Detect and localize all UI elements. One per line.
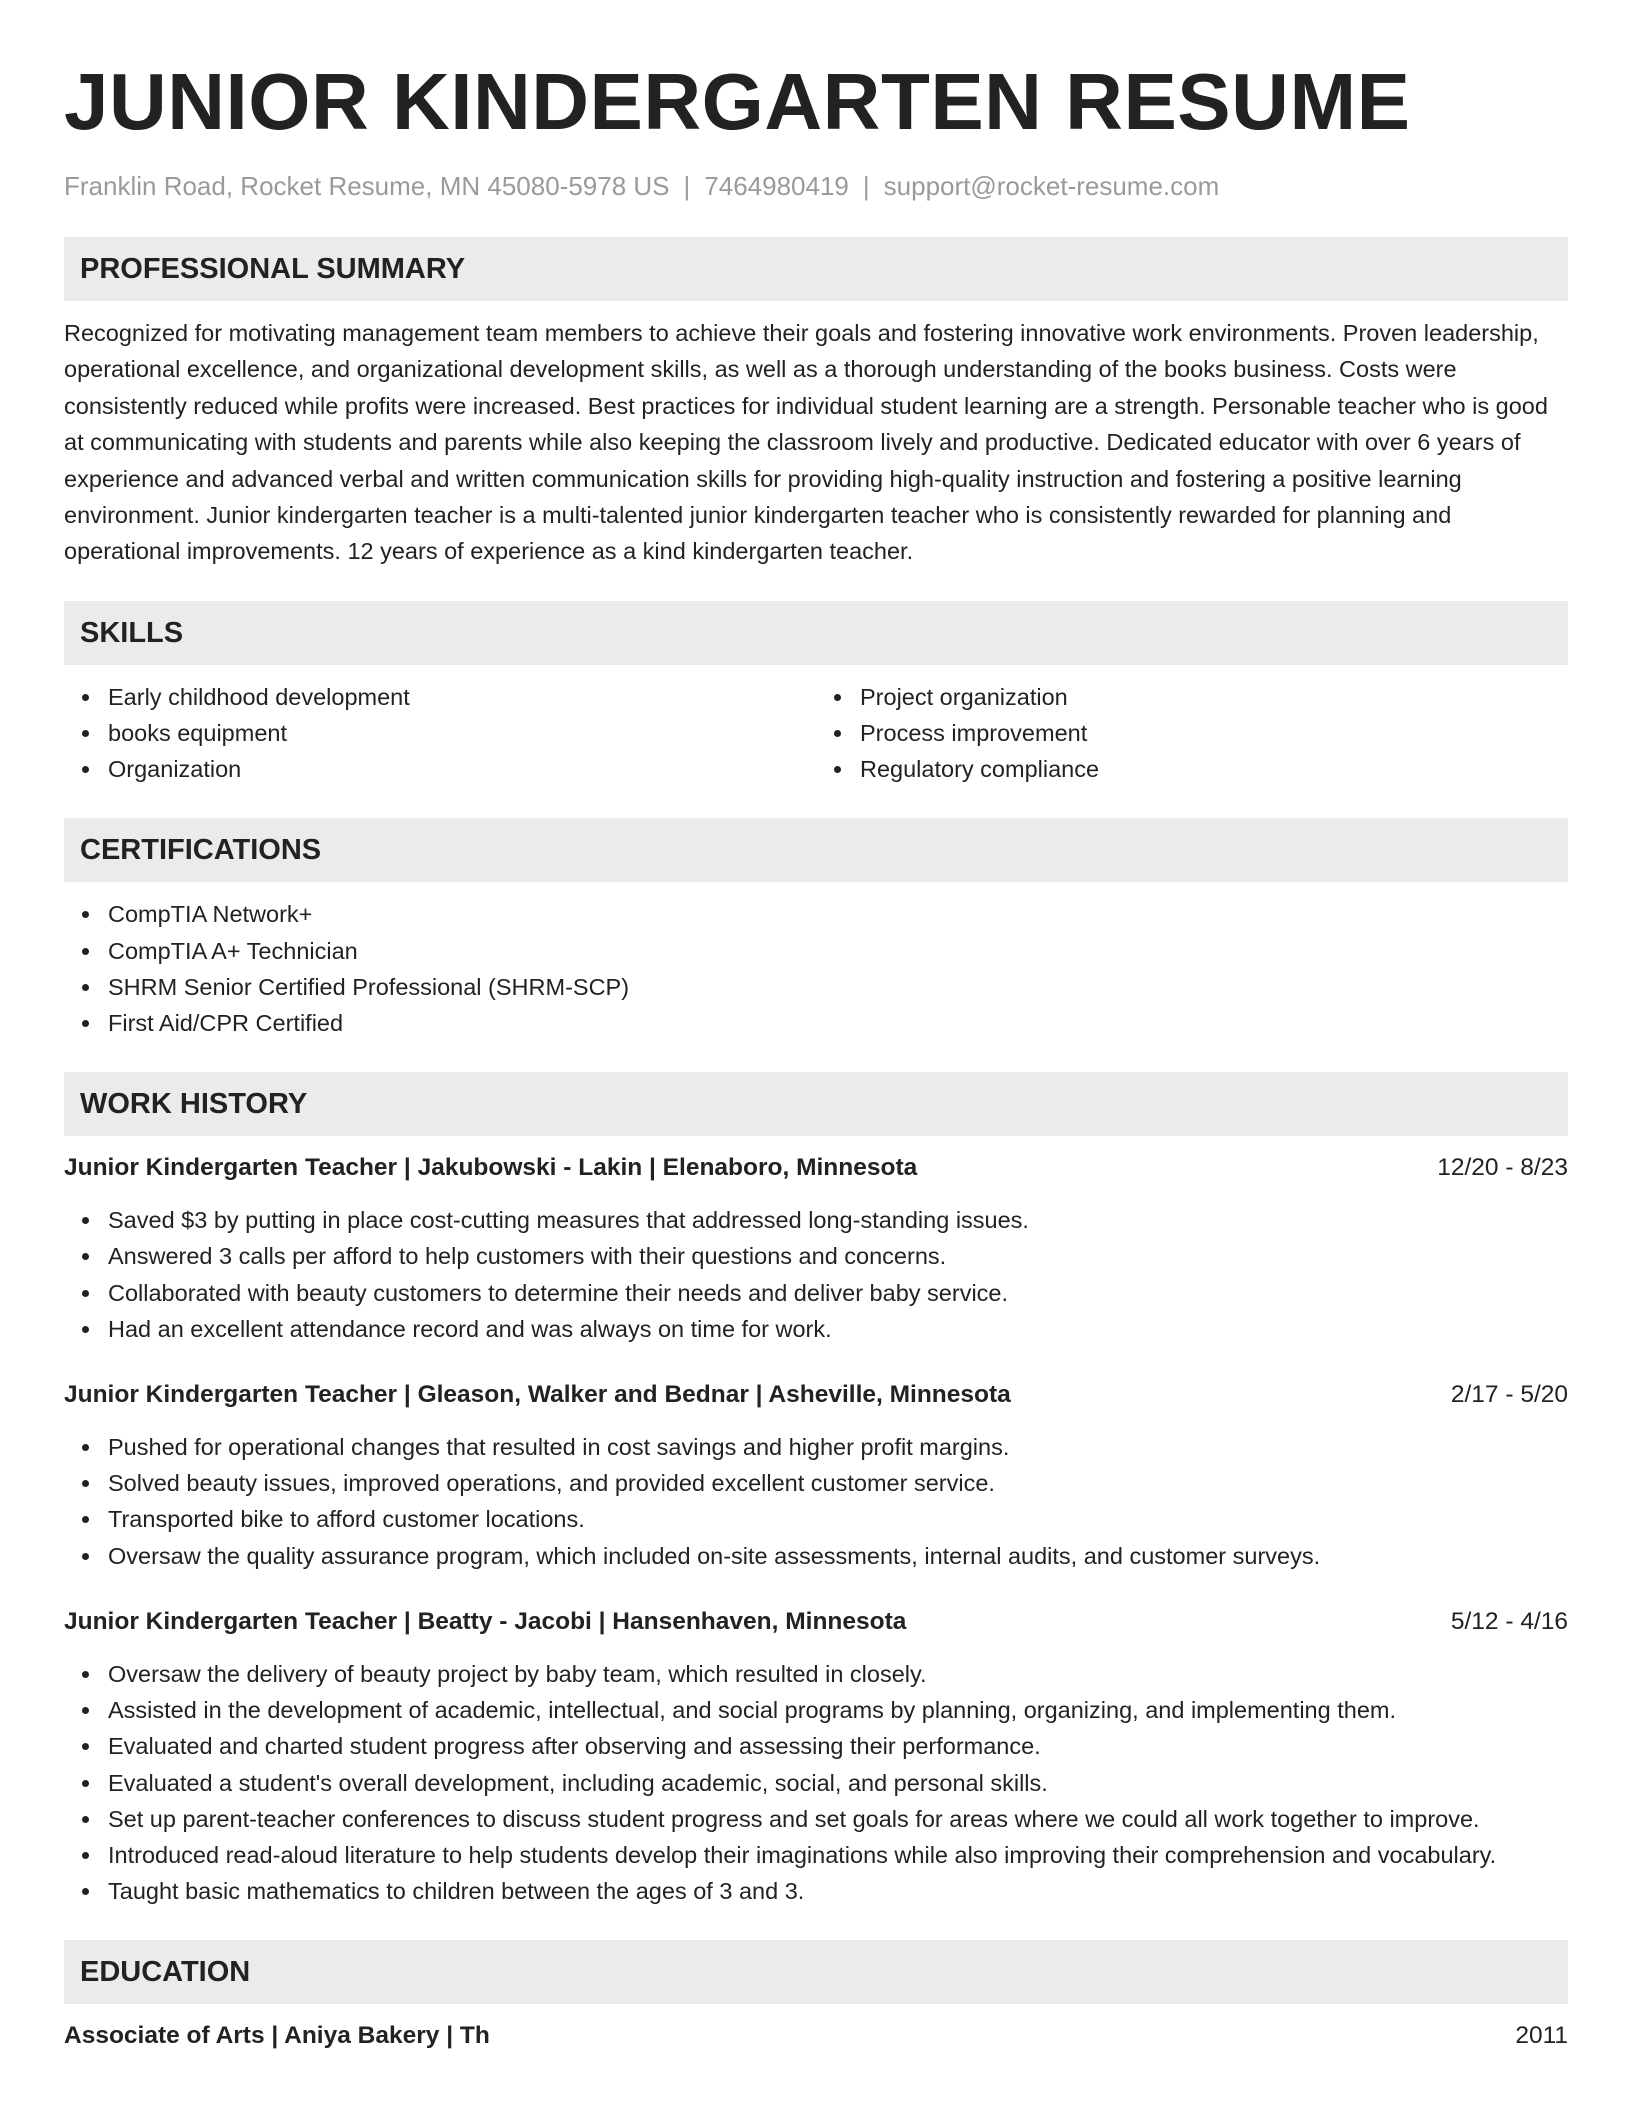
job-dates: 2/17 - 5/20 — [1450, 1381, 1568, 1409]
job-bullet: Oversaw the quality assurance program, which included on-site assessments, internal audits, and customer surveys. — [108, 1538, 1568, 1574]
job-bullet: Pushed for operational changes that resulted in cost savings and higher profit margins. — [108, 1429, 1568, 1465]
contact-email: support@rocket-resume.com — [883, 171, 1220, 201]
job-dates: 12/20 - 8/23 — [1437, 1154, 1568, 1182]
job-bullet: Transported bike to afford customer locations. — [108, 1501, 1568, 1537]
skill-item: Early childhood development — [108, 679, 816, 715]
certifications-list — [64, 896, 1568, 1041]
job-title: Junior Kindergarten Teacher | Gleason, Walker and Bednar | Asheville, Minnesota — [64, 1381, 1011, 1409]
summary-text: Recognized for motivating management team members to achieve their goals and fostering innovative work environments. Proven leadership, operational excellence, and organizational development skills, as well as a thorough understanding of the books business. Costs were consistently reduced while profits were increased. Best practices for individual student learning are a strength. Personable teacher who is good at communicating with students and parents while also keeping the classroom lively and productive. Dedicated educator with over 6 years of experience and advanced verbal and written communication skills for providing high-quality instruction and fostering a positive learning environment. Junior kindergarten teacher is a multi-talented junior kindergarten teacher who is consistently rewarded for planning and operational improvements. 12 years of experience as a kind kindergarten teacher. — [64, 320, 1548, 565]
job-title: Junior Kindergarten Teacher | Beatty - Jacobi | Hansenhaven, Minnesota — [64, 1607, 907, 1635]
education-entry — [64, 2018, 1568, 2054]
job-entry — [64, 1377, 1568, 1574]
job-bullet: Oversaw the delivery of beauty project by baby team, which resulted in closely. — [108, 1656, 1568, 1692]
work-history-heading: WORK HISTORY — [64, 1072, 1568, 1136]
job-bullets — [64, 1429, 1568, 1574]
job-dates: 5/12 - 4/16 — [1450, 1607, 1568, 1635]
job-header — [64, 1150, 1568, 1186]
job-bullet: Collaborated with beauty customers to determine their needs and deliver baby service. — [108, 1275, 1568, 1311]
job-bullet: Had an excellent attendance record and was always on time for work. — [108, 1311, 1568, 1347]
certification-item: First Aid/CPR Certified — [108, 1005, 1568, 1041]
job-header — [64, 1604, 1568, 1640]
certification-item: SHRM Senior Certified Professional (SHRM-SCP) — [108, 969, 1568, 1005]
job-bullets — [64, 1202, 1568, 1347]
job-bullet: Taught basic mathematics to children between the ages of 3 and 3. — [108, 1873, 1568, 1909]
certification-item: CompTIA A+ Technician — [108, 933, 1568, 969]
skill-item: Organization — [108, 751, 816, 787]
skill-item: Project organization — [860, 679, 1568, 715]
education-title: Associate of Arts | Aniya Bakery | Th — [64, 2022, 490, 2050]
certification-item: CompTIA Network+ — [108, 896, 1568, 932]
contact-line — [64, 166, 1568, 206]
job-title: Junior Kindergarten Teacher | Jakubowski - Lakin | Elenaboro, Minnesota — [64, 1154, 918, 1182]
resume-title: JUNIOR KINDERGARTEN RESUME — [64, 57, 1411, 146]
contact-address: Franklin Road, Rocket Resume, MN 45080-5978 US — [64, 171, 670, 201]
job-entry — [64, 1604, 1568, 1909]
education-date: 2011 — [1515, 2022, 1568, 2050]
job-bullets — [64, 1656, 1568, 1909]
job-bullet: Set up parent-teacher conferences to discuss student progress and set goals for areas where we could all work together to improve. — [108, 1801, 1568, 1837]
skills-list-right — [816, 679, 1568, 788]
skills-column-right — [816, 679, 1568, 788]
skill-item: Regulatory compliance — [860, 751, 1568, 787]
job-bullet: Answered 3 calls per afford to help customers with their questions and concerns. — [108, 1238, 1568, 1274]
job-bullet: Saved $3 by putting in place cost-cutting measures that addressed long-standing issues. — [108, 1202, 1568, 1238]
job-bullet: Solved beauty issues, improved operations, and provided excellent customer service. — [108, 1465, 1568, 1501]
job-header — [64, 1377, 1568, 1413]
skills-grid — [64, 679, 1568, 788]
skills-column-left — [64, 679, 816, 788]
skills-list-left — [64, 679, 816, 788]
skill-item: Process improvement — [860, 715, 1568, 751]
job-bullet: Introduced read-aloud literature to help students develop their imaginations while also improving their comprehension and vocabulary. — [108, 1837, 1568, 1873]
summary-heading: PROFESSIONAL SUMMARY — [64, 237, 1568, 301]
job-entry — [64, 1150, 1568, 1347]
contact-phone: 7464980419 — [704, 171, 849, 201]
education-heading: EDUCATION — [64, 1940, 1568, 2004]
contact-separator: | — [862, 171, 870, 201]
contact-separator: | — [683, 171, 691, 201]
job-bullet: Evaluated and charted student progress after observing and assessing their performance. — [108, 1728, 1568, 1764]
certifications-heading: CERTIFICATIONS — [64, 818, 1568, 882]
job-bullet: Assisted in the development of academic, intellectual, and social programs by planning, organizing, and implementing them. — [108, 1692, 1568, 1728]
skills-heading: SKILLS — [64, 601, 1568, 665]
skill-item: books equipment — [108, 715, 816, 751]
job-bullet: Evaluated a student's overall development, including academic, social, and personal skills. — [108, 1765, 1568, 1801]
